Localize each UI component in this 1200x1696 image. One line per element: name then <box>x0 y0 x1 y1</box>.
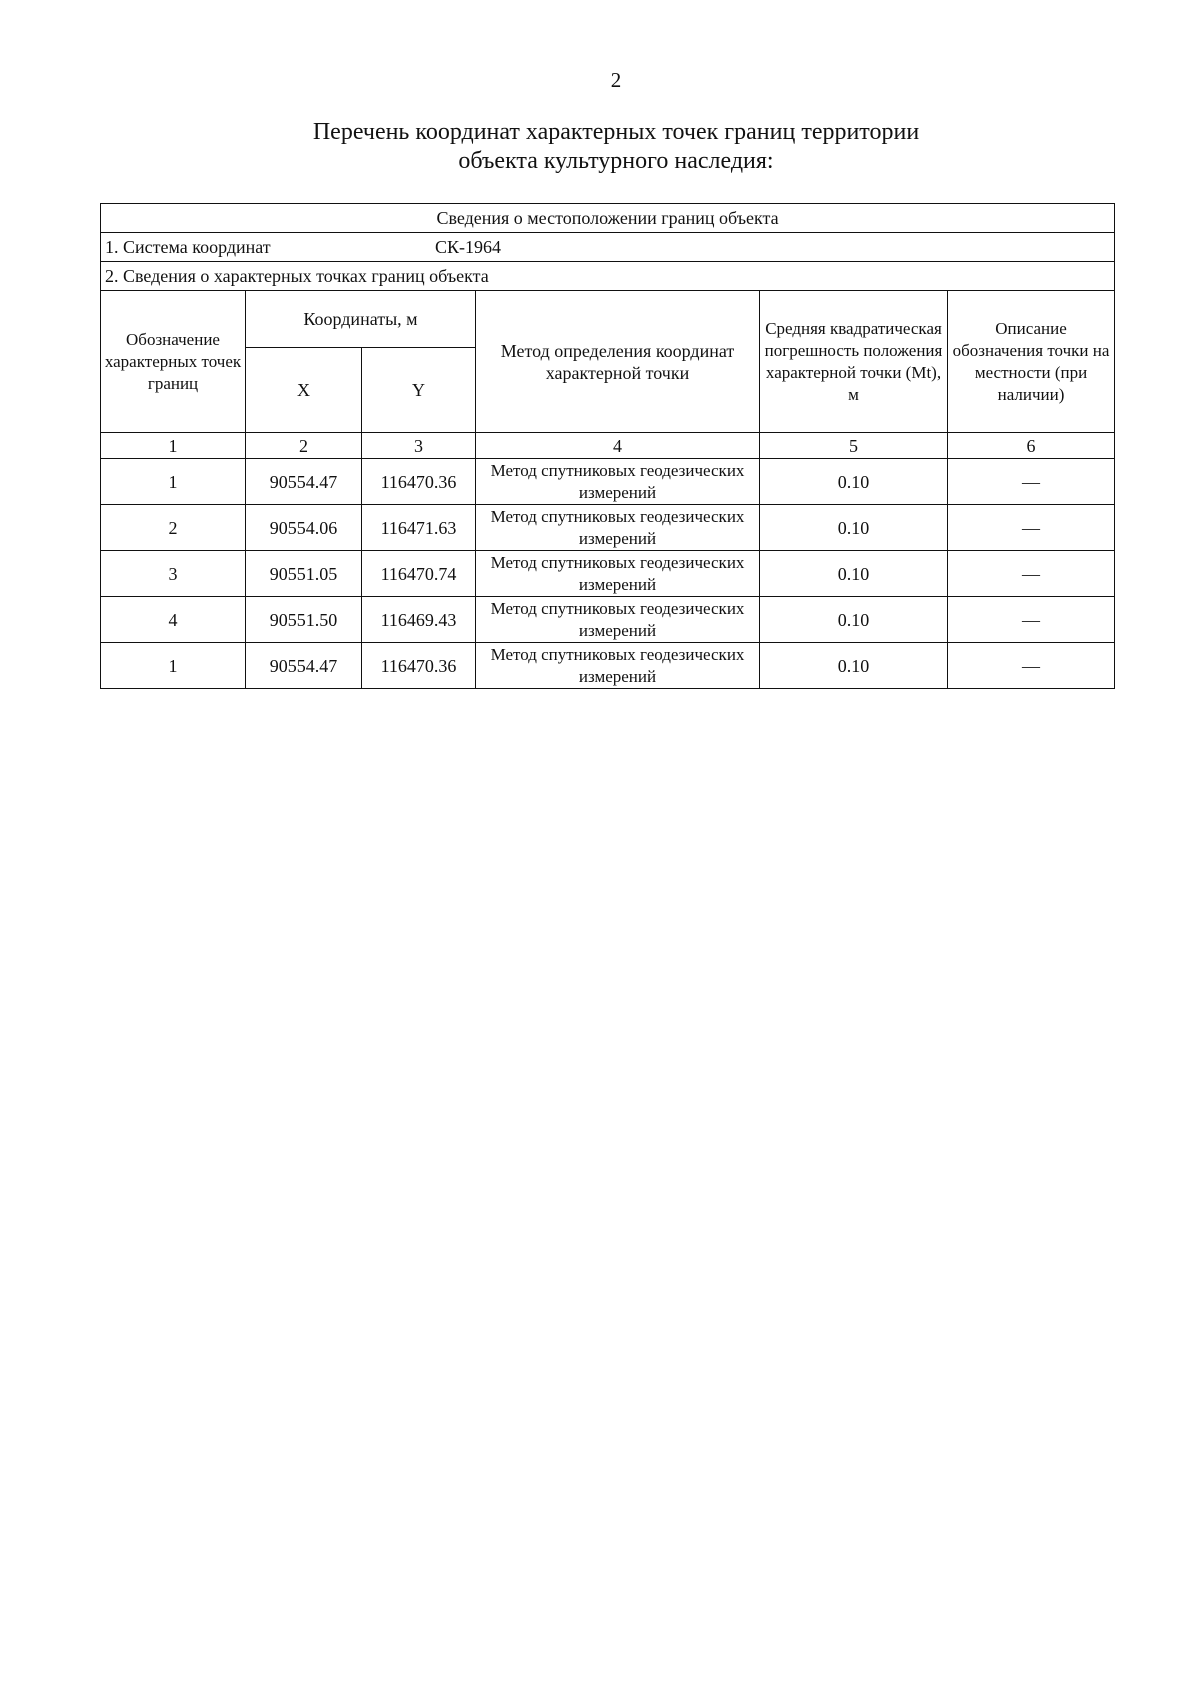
coordinates-table <box>100 203 1115 689</box>
col-header-method: Метод определения координат характерной точки <box>476 291 760 433</box>
cell-y: 116470.36 <box>362 459 476 505</box>
coord-system-row <box>101 233 1115 262</box>
cell-method: Метод спутниковых геодезических измерений <box>476 597 760 643</box>
col-number: 1 <box>101 433 246 459</box>
cell-x: 90554.47 <box>246 643 362 689</box>
col-header-error: Средняя квадратическая погрешность положения характерной точки (Mt), м <box>760 291 948 433</box>
table-row <box>101 551 1115 597</box>
col-number: 4 <box>476 433 760 459</box>
cell-y: 116469.43 <box>362 597 476 643</box>
section-header: Сведения о местоположении границ объекта <box>101 204 1115 233</box>
points-header: 2. Сведения о характерных точках границ объекта <box>101 262 1115 291</box>
title-line-1: Перечень координат характерных точек границ территории <box>312 119 920 145</box>
cell-description: — <box>948 505 1115 551</box>
cell-point: 1 <box>101 459 246 505</box>
cell-point: 2 <box>101 505 246 551</box>
col-header-y: Y <box>362 348 476 433</box>
cell-method: Метод спутниковых геодезических измерений <box>476 459 760 505</box>
table-row <box>101 505 1115 551</box>
cell-method: Метод спутниковых геодезических измерений <box>476 505 760 551</box>
coord-system-label: 1. Система координат <box>105 237 271 257</box>
cell-description: — <box>948 551 1115 597</box>
col-header-point: Обозначение характерных точек границ <box>101 291 246 433</box>
title-line-2: объекта культурного наследия: <box>458 148 774 174</box>
cell-x: 90554.06 <box>246 505 362 551</box>
col-header-coords: Координаты, м <box>246 291 476 348</box>
cell-error: 0.10 <box>760 597 948 643</box>
page-number: 2 <box>610 68 622 92</box>
table-row <box>101 643 1115 689</box>
coord-system-value: СК-1964 <box>435 237 502 257</box>
cell-point: 1 <box>101 643 246 689</box>
cell-y: 116470.74 <box>362 551 476 597</box>
cell-error: 0.10 <box>760 643 948 689</box>
cell-y: 116470.36 <box>362 643 476 689</box>
table-row <box>101 597 1115 643</box>
cell-x: 90551.50 <box>246 597 362 643</box>
cell-point: 4 <box>101 597 246 643</box>
col-header-description: Описание обозначения точки на местности (при наличии) <box>948 291 1115 433</box>
cell-description: — <box>948 643 1115 689</box>
cell-point: 3 <box>101 551 246 597</box>
document-title <box>260 118 972 176</box>
col-number: 5 <box>760 433 948 459</box>
cell-y: 116471.63 <box>362 505 476 551</box>
cell-error: 0.10 <box>760 459 948 505</box>
cell-description: — <box>948 459 1115 505</box>
col-number: 2 <box>246 433 362 459</box>
cell-x: 90551.05 <box>246 551 362 597</box>
cell-method: Метод спутниковых геодезических измерений <box>476 643 760 689</box>
cell-method: Метод спутниковых геодезических измерений <box>476 551 760 597</box>
cell-error: 0.10 <box>760 505 948 551</box>
table-row <box>101 459 1115 505</box>
col-number: 6 <box>948 433 1115 459</box>
col-number: 3 <box>362 433 476 459</box>
cell-error: 0.10 <box>760 551 948 597</box>
cell-description: — <box>948 597 1115 643</box>
cell-x: 90554.47 <box>246 459 362 505</box>
col-header-x: X <box>246 348 362 433</box>
